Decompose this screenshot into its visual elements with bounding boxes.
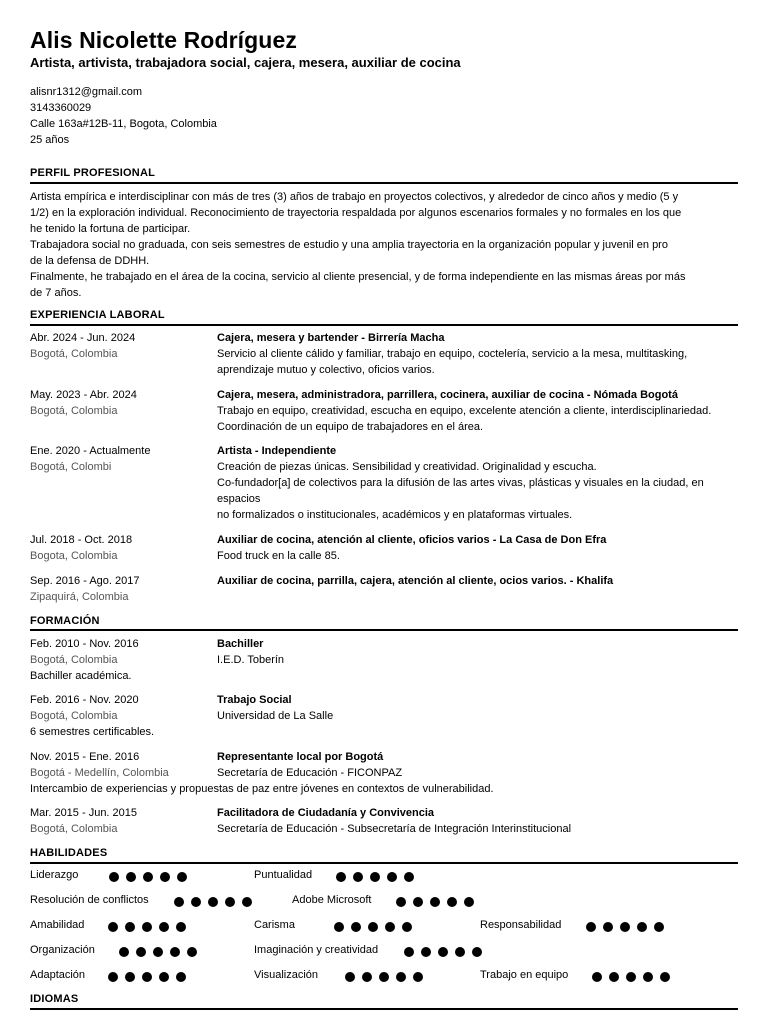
rating-dot	[362, 972, 372, 982]
skill-item	[292, 892, 371, 912]
rating-dot	[177, 872, 187, 882]
rating-dot	[125, 922, 135, 932]
age: 25 años	[30, 134, 70, 146]
rating-dot	[159, 972, 169, 982]
entry-date: Feb. 2016 - Nov. 2020	[30, 694, 139, 706]
rating-dot	[379, 972, 389, 982]
rating-dot	[660, 972, 670, 982]
rating-dot	[421, 947, 431, 957]
rating-dot	[396, 897, 406, 907]
skill-label: Organización	[30, 944, 95, 957]
rating-dot	[174, 897, 184, 907]
rating-dot	[176, 972, 186, 982]
skill-rating	[334, 919, 419, 933]
skill-item	[254, 967, 318, 987]
skill-item	[30, 892, 149, 912]
skill-label: Liderazgo	[30, 869, 79, 882]
entry-date: Sep. 2016 - Ago. 2017	[30, 575, 140, 587]
section-title-languages: IDIOMAS	[30, 993, 79, 1005]
entry-description: espacios	[217, 493, 261, 505]
entry-description: Creación de piezas únicas. Sensibilidad y creatividad. Originalidad y escucha.	[217, 461, 597, 473]
entry-location: Zipaquirá, Colombia	[30, 591, 129, 603]
entry-note: Intercambio de experiencias y propuestas de paz entre jóvenes en contextos de vulnerabilidad.	[30, 783, 494, 795]
skill-rating	[108, 919, 193, 933]
rating-dot	[125, 972, 135, 982]
profile-line: Trabajadora social no graduada, con seis semestres de estudio y una amplia trayectoria en la organización popular y juvenil en pro	[30, 239, 668, 251]
rating-dot	[447, 897, 457, 907]
rating-dot	[643, 972, 653, 982]
contact-info	[30, 84, 217, 148]
section-title-profile: PERFIL PROFESIONAL	[30, 167, 156, 179]
entry-institution: Universidad de La Salle	[217, 710, 334, 722]
entry-location: Bogotá - Medellín, Colombia	[30, 767, 169, 779]
entry-institution: I.E.D. Toberín	[217, 654, 285, 666]
phone: 3143360029	[30, 102, 92, 114]
rating-dot	[142, 922, 152, 932]
rating-dot	[208, 897, 218, 907]
skill-rating	[396, 894, 481, 908]
entry-note: 6 semestres certificables.	[30, 726, 155, 738]
profile-summary	[30, 189, 710, 301]
rating-dot	[153, 947, 163, 957]
entry-date: Mar. 2015 - Jun. 2015	[30, 807, 138, 819]
rating-dot	[187, 947, 197, 957]
rating-dot	[472, 947, 482, 957]
rating-dot	[413, 897, 423, 907]
section-divider	[30, 182, 738, 184]
entry-description: Servicio al cliente cálido y familiar, trabajo en equipo, coctelería, servicio a la mesa, multitasking,	[217, 348, 688, 360]
section-title-skills: HABILIDADES	[30, 847, 108, 859]
profile-line: Finalmente, he trabajado en el área de la cocina, servicio al cliente presencial, y de forma independiente en las mismas áreas por más	[30, 271, 686, 283]
rating-dot	[345, 972, 355, 982]
skill-rating	[108, 969, 193, 983]
entry-date: Jul. 2018 - Oct. 2018	[30, 534, 133, 546]
rating-dot	[119, 947, 129, 957]
email: alisnr1312@gmail.com	[30, 86, 143, 98]
rating-dot	[108, 922, 118, 932]
skill-item	[480, 967, 568, 987]
rating-dot	[464, 897, 474, 907]
entry-role: Auxiliar de cocina, atención al cliente, oficios varios - La Casa de Don Efra	[217, 534, 607, 546]
rating-dot	[603, 922, 613, 932]
entry-degree: Trabajo Social	[217, 694, 292, 706]
section-title-education: FORMACIÓN	[30, 615, 100, 627]
entry-note: Bachiller académica.	[30, 670, 132, 682]
entry-role: Cajera, mesera, administradora, parrillera, cocinera, auxiliar de cocina - Nómada Bogotá	[217, 389, 678, 401]
section-divider	[30, 324, 738, 326]
rating-dot	[402, 922, 412, 932]
entry-date: Abr. 2024 - Jun. 2024	[30, 332, 136, 344]
rating-dot	[143, 872, 153, 882]
rating-dot	[126, 872, 136, 882]
entry-role: Artista - Independiente	[217, 445, 337, 457]
rating-dot	[387, 872, 397, 882]
rating-dot	[620, 922, 630, 932]
skill-rating	[119, 944, 204, 958]
rating-dot	[353, 872, 363, 882]
skill-item	[30, 942, 95, 962]
entry-location: Bogotá, Colombia	[30, 654, 118, 666]
rating-dot	[368, 922, 378, 932]
rating-dot	[336, 872, 346, 882]
entry-description: no formalizados o institucionales, académicos y en plataformas virtuales.	[217, 509, 573, 521]
person-name: Alis Nicolette Rodríguez	[30, 27, 297, 53]
entry-institution: Secretaría de Educación - FICONPAZ	[217, 767, 403, 779]
entry-degree: Representante local por Bogotá	[217, 751, 384, 763]
rating-dot	[136, 947, 146, 957]
skill-label: Adobe Microsoft	[292, 894, 372, 907]
rating-dot	[176, 922, 186, 932]
entry-role: Cajera, mesera y bartender - Birrería Macha	[217, 332, 445, 344]
skill-item	[254, 917, 295, 937]
rating-dot	[142, 972, 152, 982]
entry-description: Coordinación de un equipo de trabajadores en el área.	[217, 421, 484, 433]
rating-dot	[586, 922, 596, 932]
skill-label: Amabilidad	[30, 919, 85, 932]
rating-dot	[225, 897, 235, 907]
skill-rating	[336, 869, 421, 883]
rating-dot	[609, 972, 619, 982]
entry-date: Ene. 2020 - Actualmente	[30, 445, 151, 457]
rating-dot	[109, 872, 119, 882]
rating-dot	[438, 947, 448, 957]
entry-role: Auxiliar de cocina, parrilla, cajera, atención al cliente, ocios varios. - Khalifa	[217, 575, 614, 587]
entry-location: Bogotá, Colombi	[30, 461, 112, 473]
entry-location: Bogota, Colombia	[30, 550, 118, 562]
rating-dot	[242, 897, 252, 907]
skill-label: Puntualidad	[254, 869, 313, 882]
entry-description: Co-fundador[a] de colectivos para la difusión de las artes vivas, plásticas y visuales en la ciudad, en	[217, 477, 704, 489]
entry-location: Bogotá, Colombia	[30, 348, 118, 360]
profile-line: 1/2) en la exploración individual. Reconocimiento de trayectoria respaldada por algunos escenarios formales y no formales en los que	[30, 207, 682, 219]
rating-dot	[385, 922, 395, 932]
address: Calle 163a#12B-11, Bogota, Colombia	[30, 118, 217, 130]
rating-dot	[170, 947, 180, 957]
rating-dot	[592, 972, 602, 982]
rating-dot	[430, 897, 440, 907]
profile-line: de 7 años.	[30, 287, 82, 299]
section-divider	[30, 862, 738, 864]
skill-rating	[174, 894, 259, 908]
skill-label: Trabajo en equipo	[480, 969, 569, 982]
entry-date: Nov. 2015 - Ene. 2016	[30, 751, 140, 763]
skill-item	[30, 967, 85, 987]
rating-dot	[351, 922, 361, 932]
rating-dot	[404, 872, 414, 882]
entry-date: Feb. 2010 - Nov. 2016	[30, 638, 139, 650]
skill-rating	[586, 919, 671, 933]
entry-description: Trabajo en equipo, creatividad, escucha en equipo, excelente atención a cliente, interdisciplinariedad.	[217, 405, 712, 417]
rating-dot	[334, 922, 344, 932]
profile-line: Artista empírica e interdisciplinar con más de tres (3) años de trabajo en proyectos colectivos, y alrededor de cinco años y medio (5 y	[30, 191, 679, 203]
entry-degree: Facilitadora de Ciudadanía y Convivencia	[217, 807, 435, 819]
rating-dot	[654, 922, 664, 932]
skill-label: Adaptación	[30, 969, 86, 982]
entry-institution: Secretaría de Educación - Subsecretaría de Integración Interinstitucional	[217, 823, 572, 835]
skill-label: Responsabilidad	[480, 919, 562, 932]
section-title-experience: EXPERIENCIA LABORAL	[30, 309, 165, 321]
entry-location: Bogotá, Colombia	[30, 710, 118, 722]
rating-dot	[159, 922, 169, 932]
section-divider	[30, 1008, 738, 1010]
rating-dot	[160, 872, 170, 882]
skill-label: Imaginación y creatividad	[254, 944, 379, 957]
skill-item	[480, 917, 561, 937]
skill-rating	[592, 969, 677, 983]
rating-dot	[404, 947, 414, 957]
entry-degree: Bachiller	[217, 638, 264, 650]
entry-location: Bogotá, Colombia	[30, 405, 118, 417]
skill-item	[254, 942, 378, 962]
rating-dot	[396, 972, 406, 982]
skill-label: Visualización	[254, 969, 319, 982]
skill-rating	[345, 969, 430, 983]
profile-line: he tenido la fortuna de participar.	[30, 223, 191, 235]
rating-dot	[413, 972, 423, 982]
skill-label: Carisma	[254, 919, 295, 932]
headline: Artista, artivista, trabajadora social, cajera, mesera, auxiliar de cocina	[30, 55, 461, 70]
skill-rating	[404, 944, 489, 958]
profile-line: de la defensa de DDHH.	[30, 255, 150, 267]
entry-description: aprendizaje mutuo y colectivo, oficios varios.	[217, 364, 435, 376]
skill-rating	[109, 869, 194, 883]
rating-dot	[637, 922, 647, 932]
skill-item	[254, 867, 312, 887]
rating-dot	[191, 897, 201, 907]
entry-description: Food truck en la calle 85.	[217, 550, 340, 562]
rating-dot	[626, 972, 636, 982]
skill-item	[30, 867, 78, 887]
skill-label: Resolución de conflictos	[30, 894, 149, 907]
section-divider	[30, 629, 738, 631]
rating-dot	[370, 872, 380, 882]
skill-item	[30, 917, 84, 937]
rating-dot	[455, 947, 465, 957]
entry-date: May. 2023 - Abr. 2024	[30, 389, 137, 401]
entry-location: Bogotá, Colombia	[30, 823, 118, 835]
rating-dot	[108, 972, 118, 982]
